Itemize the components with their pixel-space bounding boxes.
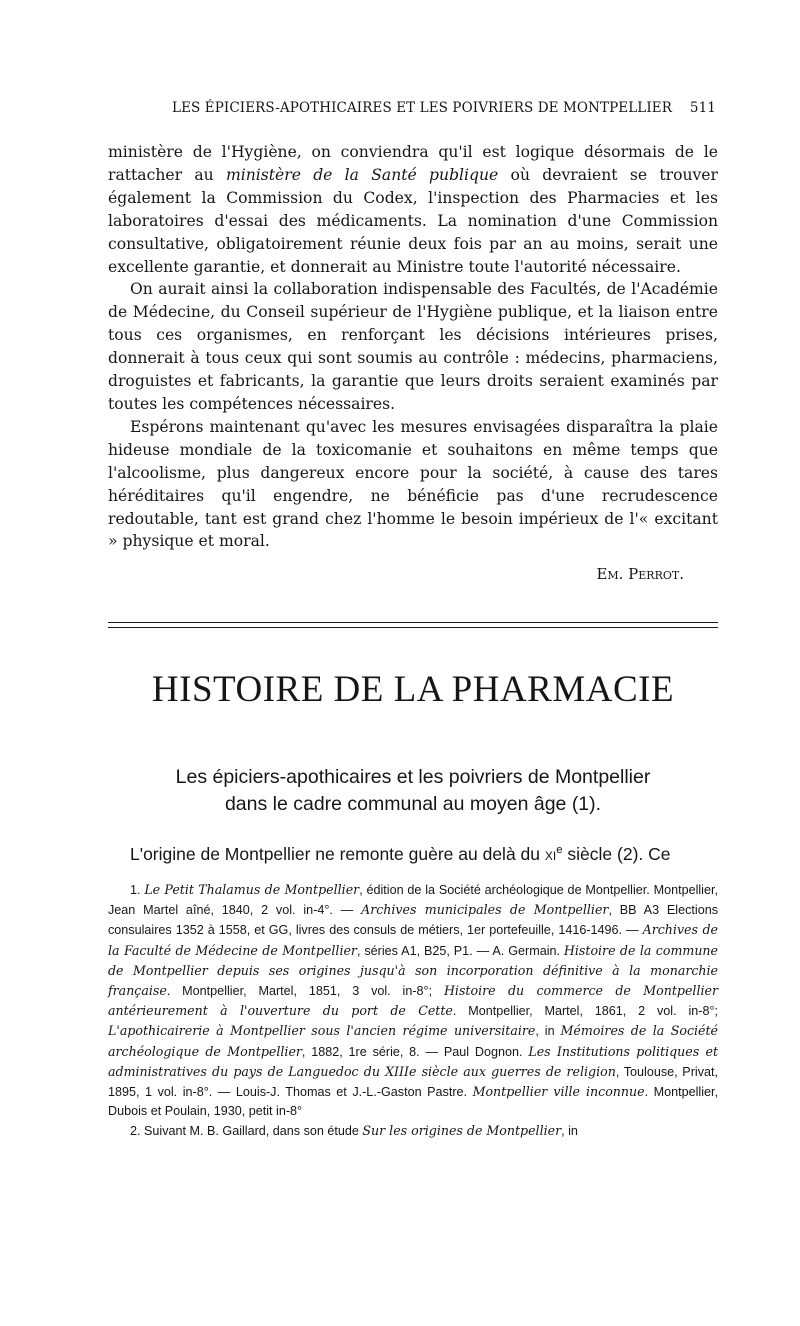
paragraph-3: Espérons maintenant qu'avec les mesures envisagées disparaîtra la plaie hideuse mondiale de la toxicomanie et souhaitons en même temps que l'alcoolisme, plus dangereux encore pour la société, à cause des tares héréditaires qu'il engendre, ne bénéficie pas d'une recrudescence redoutable, tant est grand chez l'homme le besoin impérieux de l'« excitant » physique et moral. <box>108 417 718 551</box>
text-run: , in <box>561 1124 578 1139</box>
italic-run: ministère de la Santé publique <box>225 165 499 184</box>
italic-run: Les Institutions politiques et administratives du pays de Languedoc du XIIIe siècle aux guerres de religion <box>108 1043 719 1079</box>
text-run: . Montpellier, Dubois et Poulain, 1930, petit in-8° <box>108 1085 719 1119</box>
text-run: , in <box>535 1024 561 1039</box>
subtitle-line-1: Les épiciers-apothicaires et les poivriers de Montpellier <box>175 766 651 788</box>
page-number: 511 <box>689 100 716 116</box>
text-run: . Montpellier, Martel, 1861, 2 vol. in-8°; <box>452 1004 718 1019</box>
intro-paragraph <box>108 842 718 866</box>
footnote-2 <box>108 1121 718 1141</box>
text-run: , séries A1, B25, P1. — A. Germain. <box>356 943 564 958</box>
section-title: HISTOIRE DE LA PHARMACIE <box>151 669 675 710</box>
author-signature: Em. Perrot. <box>596 565 684 584</box>
article-subtitle <box>108 764 718 818</box>
italic-run: Archives de la Faculté de Médecine de Montpellier <box>108 922 718 958</box>
section-divider-bottom <box>108 627 718 628</box>
section-divider-top <box>108 622 718 623</box>
text-run: . Montpellier, Martel, 1851, 3 vol. in-8°; <box>166 984 444 999</box>
italic-run: Le Petit Thalamus de Montpellier <box>144 882 360 897</box>
text-run: 2. Suivant M. B. Gaillard, dans son étude <box>130 1124 363 1139</box>
text-run: ministère de l'Hygiène, on conviendra qu'il est logique désormais de le rattacher au <box>108 143 718 184</box>
subtitle-line-2 <box>108 791 718 818</box>
italic-run: Mémoires de la Société archéologique de Montpellier <box>108 1023 718 1059</box>
text-run: , BB A3 Elections consulaires 1352 à 1558, et GG, livres des consuls de métiers, 1er portefeuille, 1416-1496. — <box>108 903 719 938</box>
text-run: siècle <box>562 844 618 864</box>
footnotes <box>108 880 718 1142</box>
footnote-ref: (2) <box>617 844 639 864</box>
text-run: 1. <box>130 883 145 897</box>
text-run: , édition de la Société archéologique de Montpellier. Montpellier, Jean Martel aîné, 1840, 2 vol. in-4°. — <box>108 883 718 918</box>
italic-run: Montpellier ville inconnue <box>472 1084 645 1100</box>
century-numeral: xi <box>544 844 557 864</box>
italic-run: Archives municipales de Montpellier <box>361 902 609 918</box>
footnote-1 <box>108 880 718 1121</box>
text-run: , Toulouse, Privat, 1895, 1 vol. in-8°. — Louis-J. Thomas et J.-L.-Gaston Pastre. <box>108 1064 719 1100</box>
text-run: où devraient se trouver également la Commission du Codex, l'inspection des Pharmacies et les laboratoires d'essai des médicaments. La nomination d'une Commission consultative, obligatoirement réunie deux fois par an au moins, serait une excellente garantie, et donnerait au Ministre toute l'autorité nécessaire. <box>108 165 718 276</box>
italic-run: Histoire de la commune de Montpellier depuis ses origines jusqu'à son incorporation définitive à la monarchie française <box>108 942 718 999</box>
paragraph-2: On aurait ainsi la collaboration indispensable des Facultés, de l'Académie de Médecine, du Conseil supérieur de l'Hygiène publique, et la liaison entre tous ces organismes, en renforçant les décisions intérieures prises, donnerait à tous ceux qui sont soumis au contrôle : médecins, pharmaciens, droguistes et fabricants, la garantie que leurs droits seraient examinés par toutes les compétences nécessaires. <box>108 280 718 413</box>
italic-run: Histoire du commerce de Montpellier antérieurement à l'ouverture du port de Cette <box>108 983 718 1019</box>
footnote-ref: (1). <box>571 793 602 815</box>
text-run: L'origine de Montpellier ne remonte guère au delà du <box>130 844 545 864</box>
running-title: LES ÉPICIERS-APOTHICAIRES ET LES POIVRIERS DE MONTPELLIER <box>172 100 672 116</box>
italic-run: L'apothicairerie à Montpellier sous l'ancien régime universitaire <box>108 1023 536 1039</box>
italic-run: Sur les origines de Montpellier <box>362 1123 562 1139</box>
text-run: . Ce <box>638 844 671 864</box>
article-ending <box>108 141 718 586</box>
superscript: e <box>556 844 563 857</box>
text-run: , 1882, 1re série, 8. — Paul Dognon. <box>301 1044 529 1059</box>
text-run: dans le cadre communal au moyen âge <box>224 793 567 815</box>
paragraph-1 <box>108 141 718 278</box>
